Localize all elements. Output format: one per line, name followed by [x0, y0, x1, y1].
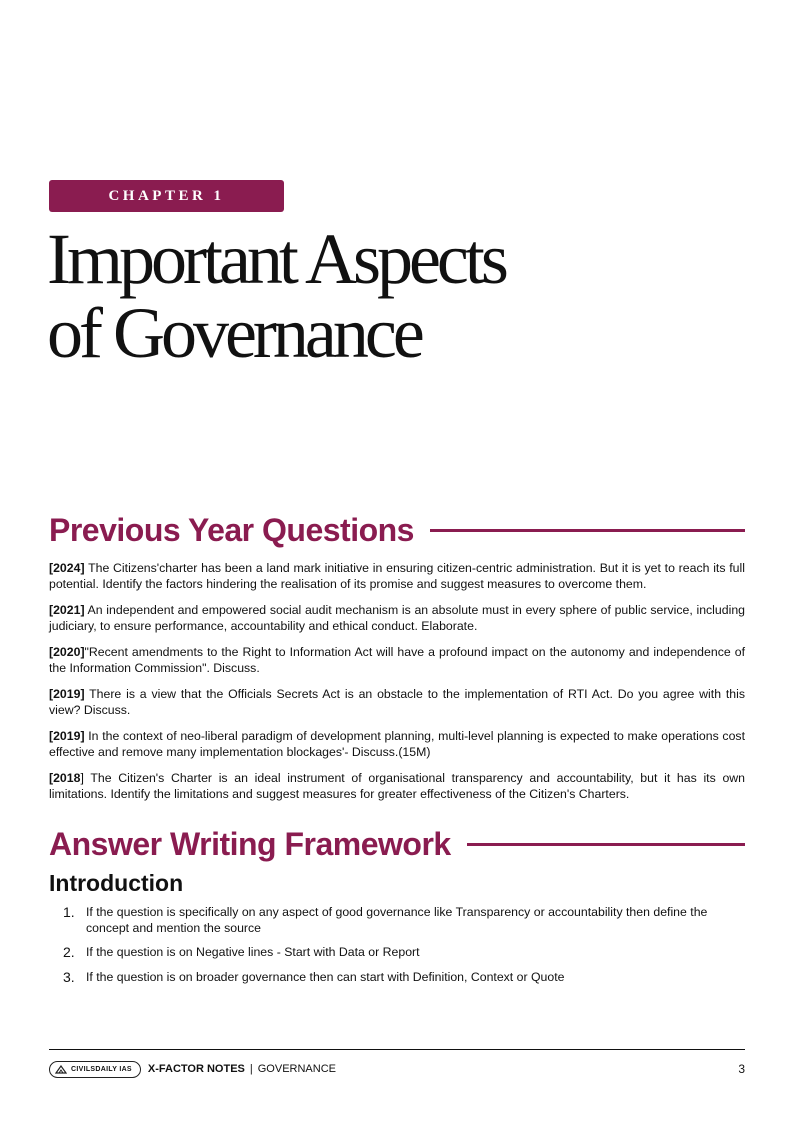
page-footer: [49, 1060, 745, 1078]
question-text: "Recent amendments to the Right to Information Act will have a profound impact on the autonomy and independence of the Information Commission". Discuss.: [49, 645, 745, 675]
chapter-title-line-1: Important Aspects: [47, 219, 505, 299]
question-year: [2019]: [49, 729, 85, 743]
question-item: [49, 645, 745, 676]
question-year: [2018: [49, 771, 81, 785]
list-text: If the question is specifically on any aspect of good governance like Transparency or accountability then define the concept and mention the source: [86, 905, 708, 935]
list-item: [63, 905, 745, 936]
list-item: [63, 970, 745, 986]
section-heading-text: Previous Year Questions: [49, 511, 414, 548]
question-text: ] The Citizen's Charter is an ideal instrument of organisational transparency and accountability, but it has its own limitations. Identify the limitations and suggest measures for greater effectiveness of the Citizen's Charters.: [49, 771, 745, 801]
chapter-label: CHAPTER 1: [49, 180, 284, 212]
list-number: 1.: [63, 904, 75, 920]
question-item: [49, 603, 745, 634]
page-number: 3: [738, 1062, 745, 1076]
answer-writing-framework-heading: [49, 822, 745, 866]
footer-section: GOVERNANCE: [257, 1063, 336, 1075]
logo-mark-icon: [55, 1065, 67, 1074]
introduction-heading: Introduction: [49, 870, 184, 896]
list-number: 3.: [63, 968, 75, 985]
footer-title: X-FACTOR NOTES: [147, 1063, 245, 1075]
heading-rule: [430, 529, 745, 532]
question-text: An independent and empowered social audit mechanism is an absolute must in every sphere of public service, including judiciary, to ensure performance, accountability and ethical conduct. Elaborate.: [49, 603, 745, 633]
list-text: If the question is on Negative lines - Start with Data or Report: [86, 945, 420, 959]
question-text: In the context of neo-liberal paradigm of development planning, multi-level planning is expected to make operations cost effective and remove many implementation blockages'- Discuss.(15M): [49, 729, 745, 759]
question-item: [49, 561, 745, 592]
question-text: There is a view that the Officials Secrets Act is an obstacle to the implementation of RTI Act. Do you agree with this view? Discuss.: [49, 687, 745, 717]
list-number: 2.: [63, 944, 75, 960]
chapter-title-line-2: of Governance: [47, 293, 421, 373]
heading-rule: [467, 843, 745, 846]
list-item: [63, 945, 745, 961]
list-text: If the question is on broader governance then can start with Definition, Context or Quote: [86, 969, 565, 984]
question-year: [2021]: [49, 603, 85, 617]
question-item: [49, 729, 745, 760]
footer-separator: |: [249, 1063, 253, 1075]
civilsdaily-logo: [49, 1061, 141, 1078]
footer-divider: [49, 1049, 745, 1050]
question-year: [2020]: [49, 645, 85, 659]
question-year: [2019]: [49, 687, 85, 701]
previous-year-questions-heading: [49, 508, 745, 552]
section-heading-text: Answer Writing Framework: [49, 825, 451, 862]
question-item: [49, 771, 745, 802]
logo-text: CIVILSDAILY IAS: [71, 1065, 132, 1073]
question-year: [2024]: [49, 561, 85, 575]
introduction-list: [63, 905, 745, 994]
question-item: [49, 687, 745, 718]
question-text: The Citizens'charter has been a land mark initiative in ensuring citizen-centric administration. But it is yet to reach its full potential. Identify the factors hindering the realisation of its promise and suggest measures to overcome them.: [49, 561, 745, 591]
chapter-title: [47, 219, 747, 373]
question-list: [49, 561, 745, 813]
